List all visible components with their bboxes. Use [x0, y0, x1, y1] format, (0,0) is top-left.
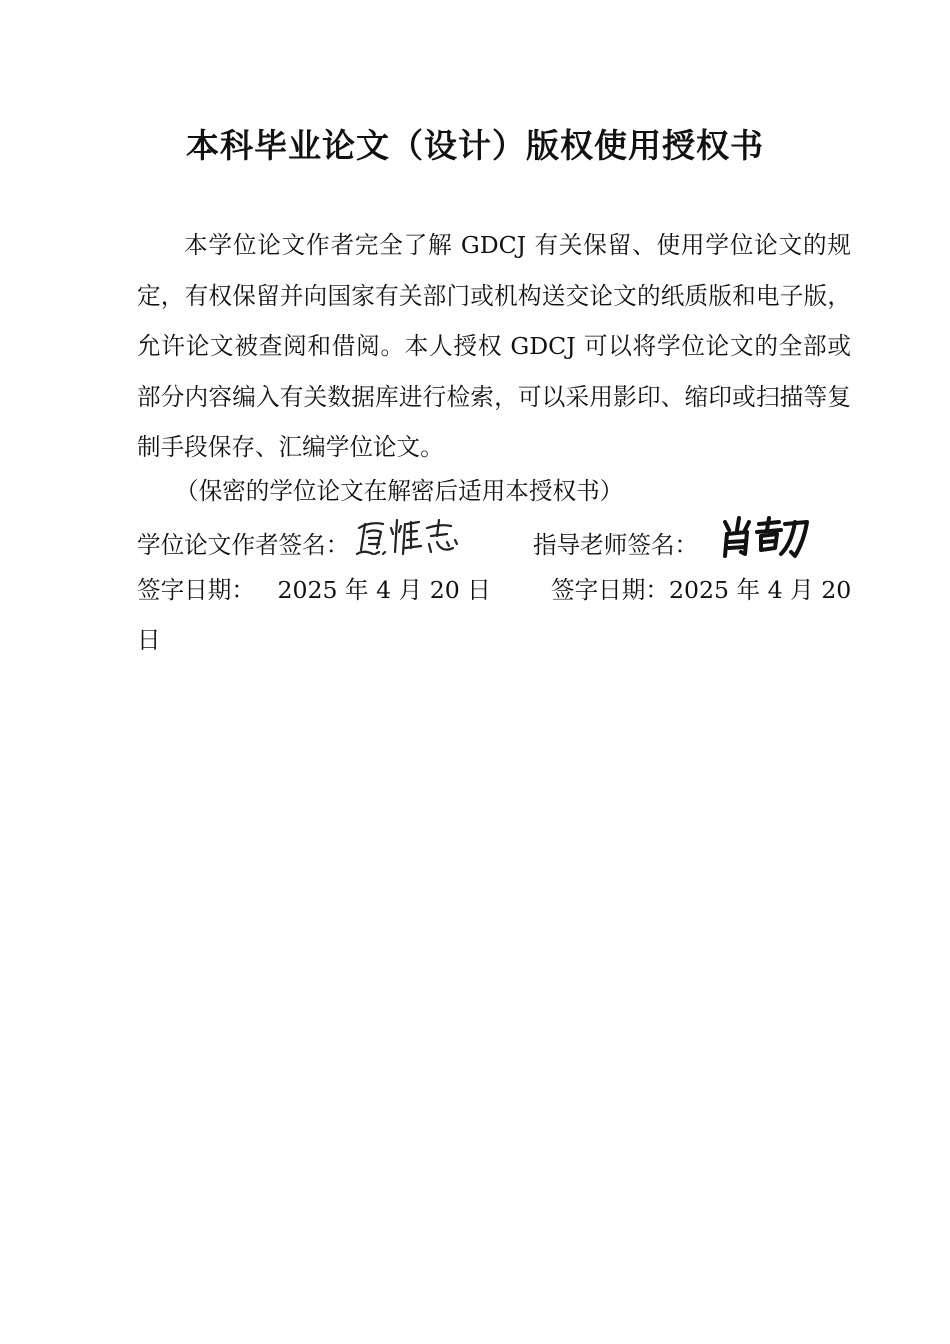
document-title: 本科毕业论文（设计）版权使用授权书 — [186, 126, 764, 165]
signature-row — [137, 514, 857, 566]
signature-date-row — [137, 565, 852, 654]
advisor-date-label: 签字日期： — [551, 576, 669, 604]
advisor-date-value: 2025 年 4 月 20 — [668, 576, 852, 604]
confidential-note: （保密的学位论文在解密后适用本授权书） — [175, 477, 624, 505]
advisor-signature-label: 指导老师签名： — [533, 531, 699, 559]
author-date-label: 签字日期： — [137, 576, 255, 604]
advisor-date-tail: 日 — [137, 626, 161, 654]
author-signature-icon — [353, 514, 463, 560]
advisor-date — [551, 565, 851, 615]
author-date-value: 2025 年 4 月 20 日 — [277, 576, 491, 604]
advisor-signature-icon — [715, 514, 815, 560]
authorization-statement: 本学位论文作者完全了解 GDCJ 有关保留、使用学位论文的规定，有权保留并向国家有关部门或机构送交论文的纸质版和电子版，允许论文被查阅和借阅。本人授权 GDCJ 可以将学位论文的全部或部分内容编入有关数据库进行检索，可以采用影印、缩印或扫描等复制手段保存、汇编学位论文。 — [137, 231, 851, 461]
author-date — [137, 565, 491, 615]
author-signature-label: 学位论文作者签名： — [137, 531, 350, 559]
